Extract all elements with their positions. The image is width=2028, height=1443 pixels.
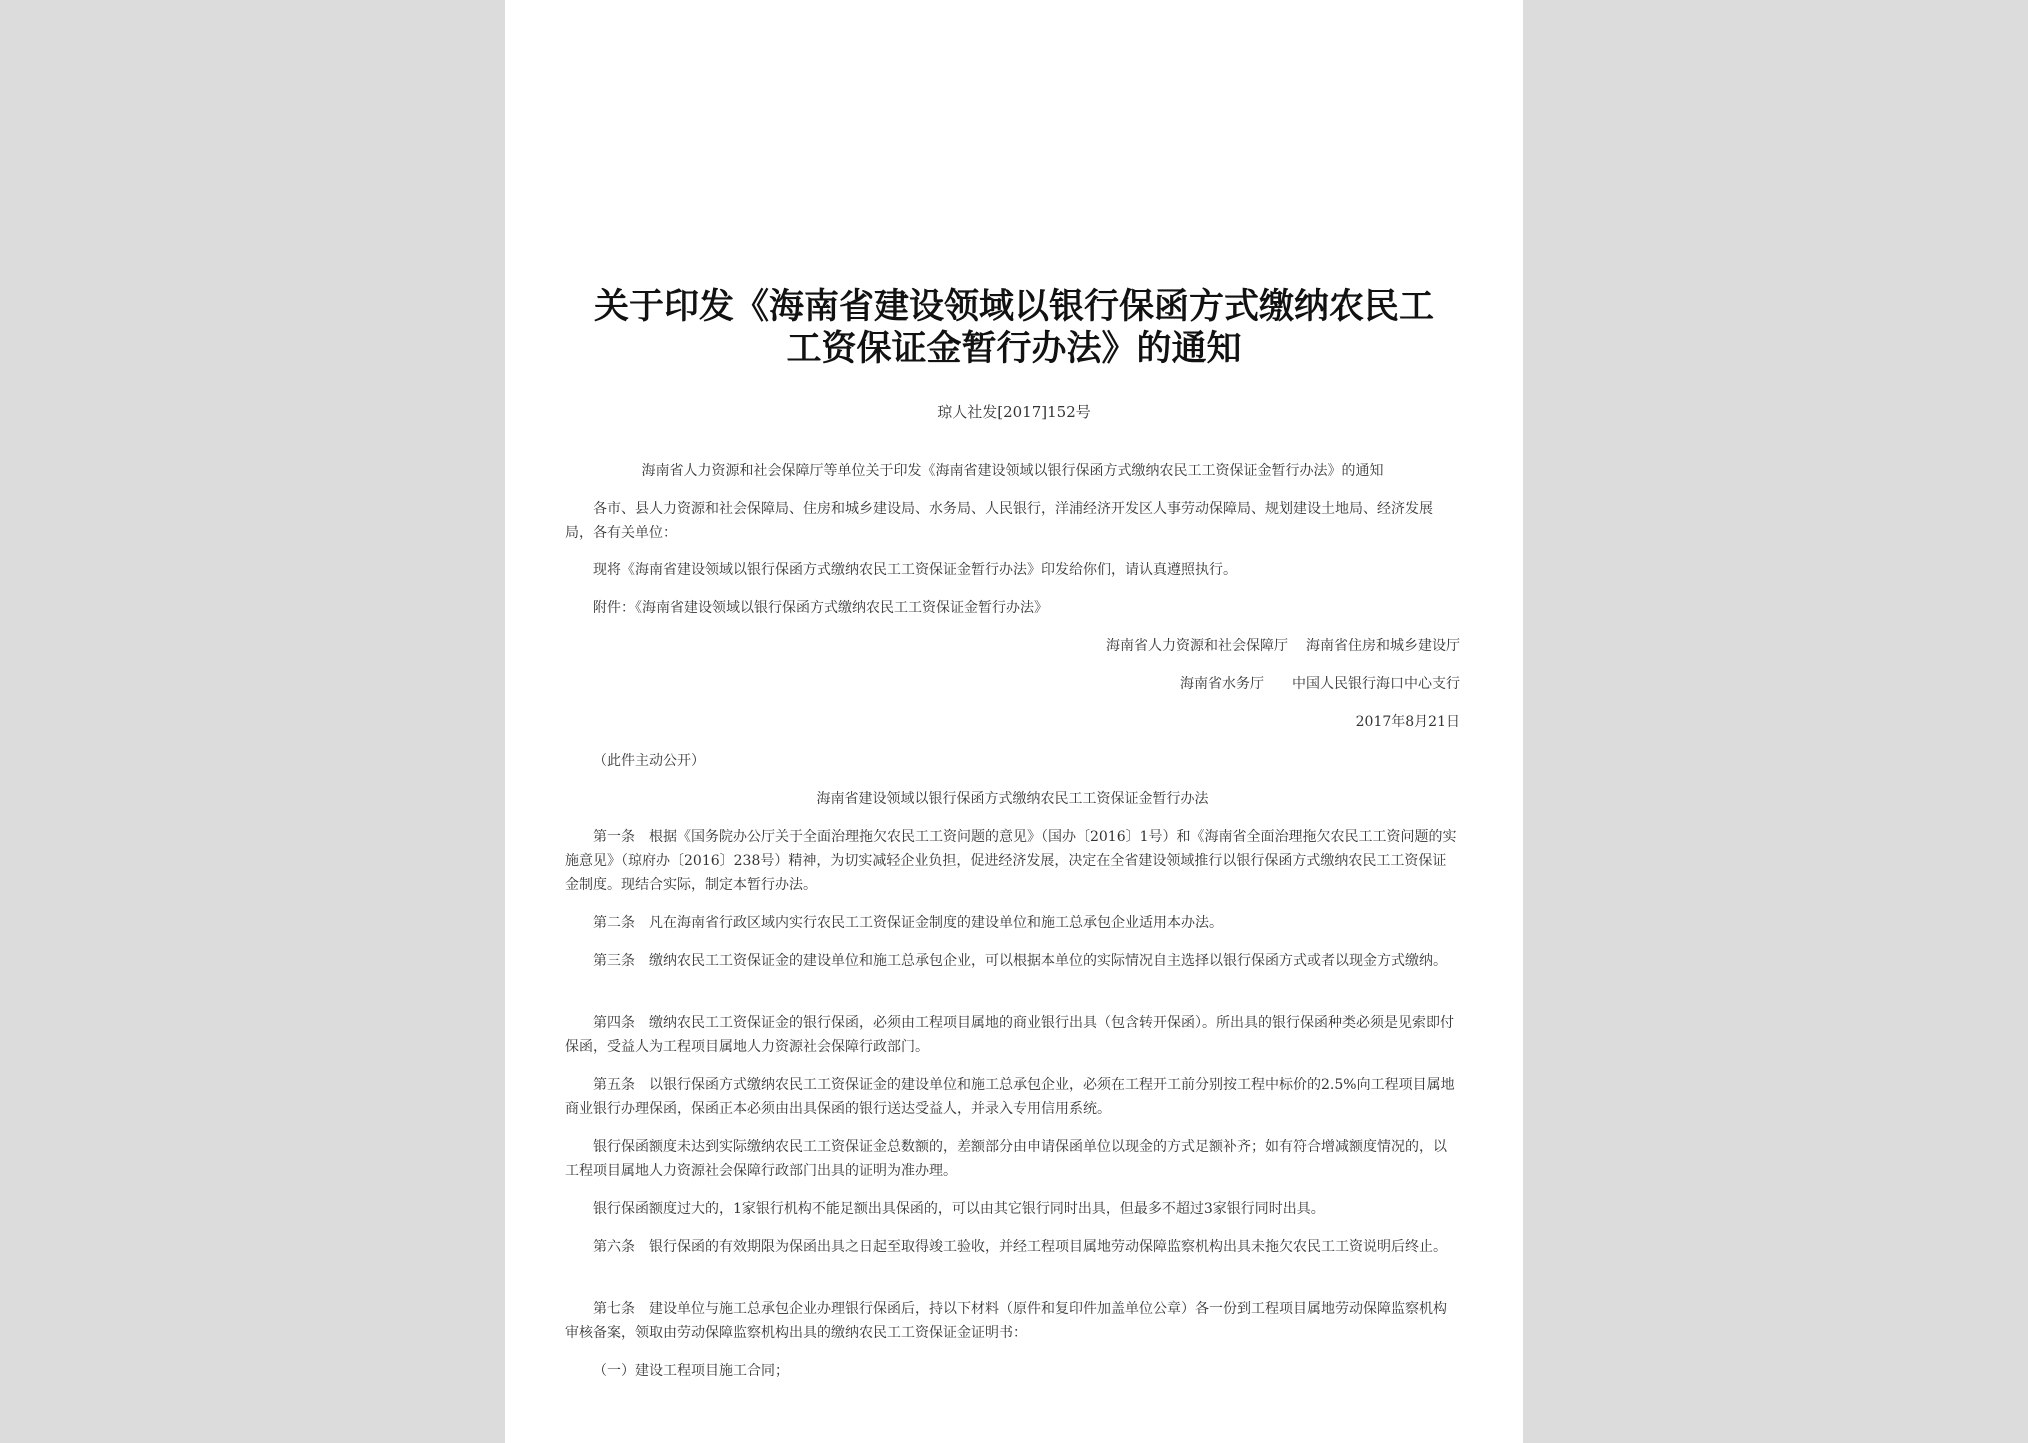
body-intro: 现将《海南省建设领域以银行保函方式缴纳农民工工资保证金暂行办法》印发给你们，请认真遵照执行。 [593, 562, 1237, 578]
signatory-pboc: 中国人民银行海口中心支行 [1292, 676, 1460, 692]
addressees: 各市、县人力资源和社会保障局、住房和城乡建设局、水务局、人民银行，洋浦经济开发区人事劳动保障局、规划建设土地局、经济发展局，各有关单位： [565, 501, 1433, 541]
article-7-item-1: （一）建设工程项目施工合同； [593, 1363, 789, 1379]
signatory-housing: 海南省住房和城乡建设厅 [1306, 638, 1460, 654]
document-page [505, 0, 1523, 1443]
article-5-para-2: 银行保函额度未达到实际缴纳农民工工资保证金总数额的，差额部分由申请保函单位以现金的方式足额补齐；如有符合增减额度情况的，以工程项目属地人力资源社会保障行政部门出具的证明为准办理。 [565, 1139, 1447, 1179]
document-number: 琼人社发[2017]152号 [937, 403, 1091, 421]
article-5: 第五条 以银行保函方式缴纳农民工工资保证金的建设单位和施工总承包企业，必须在工程开工前分别按工程中标价的2.5%向工程项目属地商业银行办理保函，保函正本必须由出具保函的银行送达受益人，并录入专用信用系统。 [565, 1077, 1455, 1117]
measures-title: 海南省建设领域以银行保函方式缴纳农民工工资保证金暂行办法 [816, 791, 1209, 807]
signatory-water: 海南省水务厅 [1180, 676, 1264, 692]
article-4: 第四条 缴纳农民工工资保证金的银行保函，必须由工程项目属地的商业银行出具（包含转开保函）。所出具的银行保函种类必须是见索即付保函，受益人为工程项目属地人力资源社会保障行政部门。 [565, 1015, 1454, 1055]
title-line-2: 工资保证金暂行办法》的通知 [786, 329, 1242, 369]
signatory-hrss: 海南省人力资源和社会保障厅 [1106, 638, 1288, 654]
document-date: 2017年8月21日 [1355, 714, 1460, 730]
title-line-1: 关于印发《海南省建设领域以银行保函方式缴纳农民工 [593, 287, 1434, 327]
disclosure-note: （此件主动公开） [593, 753, 705, 769]
article-2: 第二条 凡在海南省行政区域内实行农民工工资保证金制度的建设单位和施工总承包企业适用本办法。 [593, 915, 1223, 931]
article-7: 第七条 建设单位与施工总承包企业办理银行保函后，持以下材料（原件和复印件加盖单位公章）各一份到工程项目属地劳动保障监察机构审核备案，领取由劳动保障监察机构出具的缴纳农民工工资保证金证明书： [565, 1301, 1447, 1341]
signatories-line-1 [565, 634, 1460, 658]
article-6: 第六条 银行保函的有效期限为保函出具之日起至取得竣工验收，并经工程项目属地劳动保障监察机构出具未拖欠农民工工资说明后终止。 [593, 1239, 1447, 1255]
document-title [565, 286, 1463, 370]
article-1: 第一条 根据《国务院办公厅关于全面治理拖欠农民工工资问题的意见》（国办〔2016〕1号）和《海南省全面治理拖欠农民工工资问题的实施意见》（琼府办〔2016〕238号）精神，为切实减轻企业负担，促进经济发展，决定在全省建设领域推行以银行保函方式缴纳农民工工资保证金制度。现结合实际，制定本暂行办法。 [565, 829, 1457, 893]
subheading: 海南省人力资源和社会保障厅等单位关于印发《海南省建设领域以银行保函方式缴纳农民工工资保证金暂行办法》的通知 [641, 463, 1384, 479]
article-3: 第三条 缴纳农民工工资保证金的建设单位和施工总承包企业，可以根据本单位的实际情况自主选择以银行保函方式或者以现金方式缴纳。 [593, 953, 1447, 969]
attachment-line: 附件：《海南省建设领域以银行保函方式缴纳农民工工资保证金暂行办法》 [593, 600, 1048, 616]
article-5-para-3: 银行保函额度过大的，1家银行机构不能足额出具保函的，可以由其它银行同时出具，但最多不超过3家银行同时出具。 [593, 1201, 1325, 1217]
signatories-line-2 [565, 672, 1460, 696]
